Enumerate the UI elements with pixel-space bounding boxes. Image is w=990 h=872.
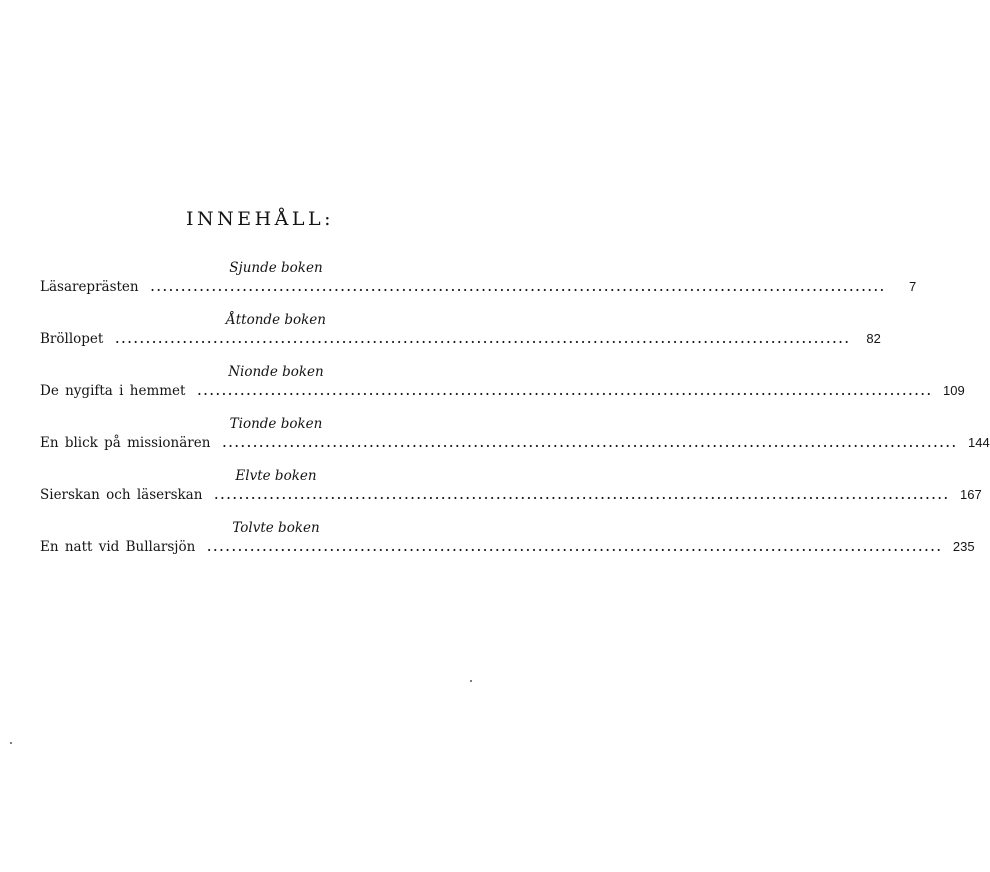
dot-leader: ........................................................................................................................ <box>222 437 958 450</box>
page-number: 144 <box>968 435 990 450</box>
toc-entry <box>40 486 982 506</box>
entry-title: Bröllopet <box>40 331 104 347</box>
toc-entry <box>40 278 917 298</box>
toc-section <box>40 310 881 362</box>
toc-entry <box>40 330 881 350</box>
table-of-contents <box>40 258 990 570</box>
page-title: INNEHÅLL: <box>185 208 335 230</box>
toc-section <box>40 258 917 310</box>
scan-speck <box>470 680 472 682</box>
section-heading: Tionde boken <box>229 416 323 432</box>
section-heading: Sjunde boken <box>229 260 323 276</box>
toc-entry <box>40 538 975 558</box>
dot-leader: ........................................................................................................................ <box>115 333 851 346</box>
section-heading: Nionde boken <box>228 364 324 380</box>
section-heading: Åttonde boken <box>226 312 326 328</box>
entry-title: En blick på missionären <box>40 435 211 451</box>
dot-leader: ........................................................................................................................ <box>197 385 934 398</box>
toc-section <box>40 362 965 414</box>
dot-leader: ........................................................................................................................ <box>214 489 950 502</box>
toc-section <box>40 414 990 466</box>
page-number: 235 <box>952 539 975 554</box>
page-number: 82 <box>866 331 881 346</box>
entry-title: En natt vid Bullarsjön <box>40 539 196 555</box>
toc-section <box>40 466 982 518</box>
entry-title: Läsareprästen <box>40 279 139 295</box>
toc-section <box>40 518 975 570</box>
toc-entry <box>40 434 990 454</box>
dot-leader: ........................................................................................................................ <box>150 281 887 294</box>
section-heading: Tolvte boken <box>232 520 320 536</box>
dot-leader: ........................................................................................................................ <box>207 541 943 554</box>
toc-entry <box>40 382 965 402</box>
entry-title: Sierskan och läserskan <box>40 487 203 503</box>
scan-speck <box>10 742 12 744</box>
section-heading: Elvte boken <box>235 468 317 484</box>
page-number: 7 <box>908 279 917 294</box>
page-number: 109 <box>943 383 965 398</box>
entry-title: De nygifta i hemmet <box>40 383 186 399</box>
page-number: 167 <box>959 487 982 502</box>
